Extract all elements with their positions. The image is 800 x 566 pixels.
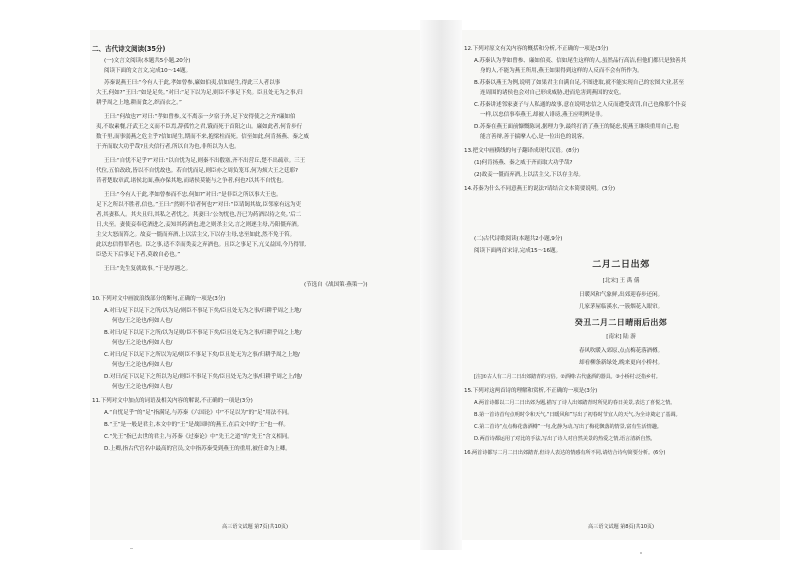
section-title: 二、古代诗文阅读(35分) (92, 45, 166, 53)
passage-line: 足下之所以不胜者,信也。”王曰:“然则不信者何也?”对曰:“臣请谒其故,臣邻家有远为吏 (96, 202, 301, 208)
passage-line: 者,其妻私人。其夫且归,其私之者忧之。其妻曰:‘公勿忧也,吾已为药酒以待之矣。’后二 (96, 212, 302, 218)
question-16-stem: 16.两首诗都写二月二日出郊踏青,但诗人表达的情感有所不同,请结合诗句简要分析。(6分) (464, 450, 666, 456)
poem-instruction: 阅读下面两首宋诗,完成15～16题。 (474, 248, 561, 254)
passage-line: 日,夫至。妻使妾奉卮酒进之,妾知其药酒也,进之则杀主父,言之则逐主母,乃阳僵弃酒。 (96, 222, 303, 228)
question-13-item: (1)何肯扬燕、秦之威于齐而取大功乎哉? (474, 160, 573, 166)
passage-line: 大王,何如?”王曰:“如是足矣。”对曰:“足下以为足,则臣不事足下矣。臣且处无为之事,归 (96, 90, 303, 96)
right-page-footer: 高三语文试题 第8页(共10页) (588, 524, 654, 530)
passage-line: 王曰:“自忧不足乎?”对曰:“以自忧为足,则秦不出殽塞,齐不出营丘,楚不出疏章。三王 (104, 158, 306, 164)
question-15-option: C.第二首诗“点点梅花落酒樽”一句,化静为动,写出了梅花飘落的情景,富有生活情趣。 (474, 424, 662, 430)
passage-line: 王曰:“今有人于此,孝如曾参而不忠,何如?”对曰:“是非臣之所以事大王也。 (104, 192, 282, 198)
question-12-option: A.苏秦认为孝如曾参、廉如伯夷、信如尾生这样的人,虽然品行高洁,但他们都只是独善其 (474, 58, 686, 64)
passage-line: 昔者楚取章武,诸侯北面,燕亦保其地,而诸侯莫能与之争者,何也?以其不自忧也。 (96, 178, 287, 184)
passage-line: 王曰:“先生复就故事。”于是厚遇之。 (104, 266, 191, 272)
question-11-option: C.“先王”指已去世的君主,与苏秦《过秦论》中“先王之道”的“先王”含义相同。 (104, 434, 293, 440)
question-10-option: 何也/王之论也/何如人也/ (112, 318, 173, 324)
passage-line: 此以忠信得罪者也。臣之事,适不幸而类妾之弃酒也。且臣之事足下,亢义益国,今乃得罪, (96, 242, 306, 248)
passage-line: 数千里,而事弱燕之危主乎?信如尾生,期而不来,抱梁柱而死。信至如此,何肯扬燕、秦之威 (96, 134, 309, 140)
passage-line: 耕乎周之上地,耕而食之,织而衣之。” (96, 100, 182, 106)
question-10-option: D.对曰/足下以足下之所以为足/则臣不事足下矣/臣且处无为之事/归耕乎周之上/地/ (104, 374, 302, 380)
passage-source: (节选自《战国策·燕策一》) (304, 282, 368, 288)
question-14-stem: 14.苏秦为什么不同意燕王的说法?请结合文本简要说明。(3分) (464, 186, 615, 192)
poem-notes: [注]①古人有二月二日出郊踏青的习俗。②酒樽:古代盛酒的器具。③小桥村:泛指乡村。 (474, 374, 661, 380)
question-15-option: D.两首诗都运用了对比的手法,写出了诗人对自然美景的热爱之情,语言清新自然。 (474, 436, 656, 442)
question-15-stem: 15.下列对这两首诗的理解和赏析,不正确的一项是(3分) (464, 388, 598, 394)
poem-1-title: 二月二日出郊 (592, 260, 650, 270)
question-12-option: 一样,以忠信事奉燕王,却被人诽谤,燕王应明辨是非。 (480, 112, 606, 118)
question-15-option: B.第一首诗首句点明时令和天气,“日暖风和”写出了初春时节宜人的天气,为全诗奠定了基调。 (474, 412, 681, 418)
poem-1-author: [北宋] 王 禹 偁 (602, 278, 640, 284)
poem-2-title: 癸丑二月二日晴雨后出郊 (574, 318, 668, 327)
poem-section-title: (二)古代诗歌阅读(本题共2小题,9分) (474, 236, 563, 242)
passage-line: 代位,五伯改政,皆以不自忧故也。若自忧而足,则臣亦之周负笼耳,何为烦大王之廷耶? (96, 168, 298, 174)
poem-2-line: 春风吹暖入郊原,点点梅花落酒樽。 (578, 348, 664, 354)
question-12-option: 身的人,不能为燕王所用,燕王如果得到这样的人反而不会有所作为。 (480, 68, 643, 74)
question-12-option: D.苏秦在燕王面前慷慨陈词,据理力争,最终打消了燕王的疑虑,使燕王继续重用自己,他 (474, 124, 679, 130)
page-gutter (420, 20, 462, 550)
scan-speck (640, 552, 642, 554)
poem-1-line: 日暖风和气象鲜,出郊迎春步还闲。 (578, 292, 664, 298)
question-10-option: B.对曰/足下以足下之所/以为足则/臣不事足下矣/臣且处无为之事/归耕乎周之上地/ (104, 330, 302, 336)
passage-line: 主父大怒而笞之。故妾一僵而弃酒,上以活主父,下以存主母,忠至如此,然不免于笞。 (96, 232, 295, 238)
question-11-option: A.“自忧足乎”的“足”指满足,与苏秦《六国论》中“不足以为”的“足”用法不同。 (104, 410, 293, 416)
question-10-option: 何也/王之论也/何如人也/ (112, 340, 173, 346)
question-12-option: C.苏秦讲述邻家妻子与人私通的故事,意在说明忠信之人反而遭受责罚,自己也像那个仆妾 (474, 102, 687, 108)
left-page (90, 30, 420, 540)
question-10-stem: 10.下列对文中画波浪线部分的断句,正确的一项是(3分) (92, 296, 226, 302)
question-11-option: D.上卿,指古代官名中最高的官员,文中指苏秦受到燕王的重用,被任命为上卿。 (104, 446, 291, 452)
question-12-option: 连周围的诸侯也会对自己形成威胁,进而危害到燕国的安危。 (480, 90, 625, 96)
question-12-option: 能言善辩,善于揣摩人心,是一位出色的说客。 (480, 134, 588, 140)
question-13-stem: 13.把文中画横线的句子翻译成现代汉语。(8分) (464, 148, 580, 154)
question-10-option: 何也/王之论也/何如人也/ (112, 362, 173, 368)
passage-line: 于齐而取大功乎哉?且夫信行者,所以自为也,非所以为人也。 (96, 144, 240, 150)
left-page-footer: 高三语文试题 第7页(共10页) (222, 524, 288, 530)
question-10-option: C.对曰/足下以足下之所以为足/则臣不事足下矣/臣且处无为之事/归耕乎周之上地/ (104, 352, 300, 358)
poem-1-line: 几家茅屋临溪水,一簇烟花入眼帘。 (578, 304, 664, 310)
question-10-option: A.对曰/足下以足下之所/以为足/则臣不事足下矣/臣且处无为之事/归耕乎周之上地/ (104, 308, 302, 314)
question-11-option: B.“王”是一般是君主,本文中的“王”是战国时的燕王,在后文中的“王”也一样。 (104, 422, 289, 428)
question-12-stem: 12.下列对原文有关内容的概括和分析,不正确的一项是(3分) (464, 46, 609, 52)
right-page (462, 30, 780, 540)
sub-title: (一)文言文阅读(本题共5小题,20分) (104, 58, 191, 64)
passage-line: 王曰:“何故也?”对曰:“孝如曾参,义不离亲一夕宿于外,足下安得使之之齐?廉如伯 (104, 114, 296, 120)
poem-2-line: 却看柳条新绿处,晚来更向小桥村。 (578, 360, 664, 366)
passage-line: 臣恐天下后事足下者,莫敢自必也。” (96, 252, 181, 258)
passage-line: 苏秦说燕王曰:“今有人于此,孝如曾参,廉如伯夷,信如尾生,得此三人者以事 (104, 80, 281, 86)
question-12-option: B.苏秦以燕王为例,说明了如果君主自满自足,不图进取,就不能实现自己的宏图大业,甚至 (474, 80, 684, 86)
question-11-stem: 11.下列对文中加点的词语及相关内容的解说,不正确的一项是(3分) (92, 398, 253, 404)
question-10-option: 何也/王之论也/何如人也/ (112, 384, 173, 390)
passage-line: 夷,不取素餐,汙武王之义而不臣焉,辞孤竹之君,饿而死于首阳之山。廉如此者,何肯步行 (96, 124, 303, 130)
question-15-option: A.两首诗都以二月二日出郊为题,描写了诗人出郊踏青时所见的春日美景,表达了喜悦之情。 (474, 400, 676, 406)
question-13-item: (2)故妾一僵而弃酒,上以活主父,下以存主母。 (474, 172, 584, 178)
scan-speck (130, 548, 133, 549)
instruction: 阅读下面的文言文,完成10～14题。 (104, 68, 191, 74)
poem-2-author: [南宋] 陆 游 (606, 334, 636, 340)
